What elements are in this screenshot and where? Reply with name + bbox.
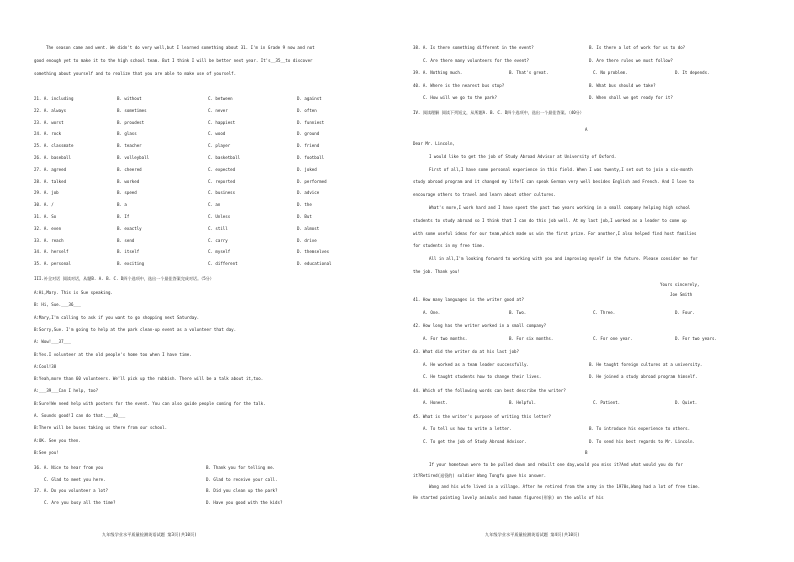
option-b: B. For six months. bbox=[509, 335, 554, 341]
choice-a: 25. A. classmate bbox=[34, 143, 74, 149]
choice-c: C. business bbox=[208, 190, 236, 196]
option-right: B. He taught foreign cultures at a university. bbox=[589, 361, 703, 367]
choice-c: C. never bbox=[208, 107, 228, 113]
choice-a: 26. A. baseball bbox=[34, 155, 71, 160]
choice-a: 34. A. herself bbox=[34, 249, 69, 255]
option-right: B. Thank you for telling me. bbox=[206, 465, 276, 470]
letter-line: All in all,I'm looking forward to working with you and improving myself in the future. Please consider me for bbox=[429, 256, 698, 262]
letter-line: First of all,I have some personal experience in this field. When I was twenty,I set out to join a six-month bbox=[429, 166, 693, 172]
option-c: C. Three. bbox=[593, 309, 616, 315]
passage-line: it?Retired(退役的) soldier Wang Tongfu gave his answer. bbox=[413, 473, 547, 478]
choice-c: C. different bbox=[208, 261, 238, 267]
choice-d: D. often bbox=[297, 107, 317, 113]
choice-b: B. proudest bbox=[117, 119, 145, 125]
option-b: B. Helpful. bbox=[509, 400, 537, 405]
choice-a: 33. A. reach bbox=[34, 237, 64, 243]
choice-c: C. basketball bbox=[208, 155, 241, 160]
dialog-line: B:Sorry,Sue. I'm going to help at the park clean-up event as a volunteer that day. bbox=[34, 326, 237, 332]
text-line: The season came and went. We didn't do very well,but I learned something about 31. I'm in Grade 9 now and not bbox=[46, 45, 315, 50]
choice-b: B. volleyball bbox=[117, 155, 150, 160]
option-left: A. To tell us how to write a letter. bbox=[423, 426, 512, 431]
question-stem: 41. How many languages is the writer good at? bbox=[413, 297, 524, 302]
passage-line: Wang and his wife lived in a village. After he retired from the army in the 1970s,Wang had a lot of free time. bbox=[429, 484, 701, 489]
passage-b-label: B bbox=[585, 450, 588, 455]
section-title: IV. 阅读理解 阅读下列短文，从所题A. B. C. D四个选项中，选出一个最佳答案。（40分） bbox=[413, 110, 584, 115]
option-left: C. To get the job of Study Abroad Advisor. bbox=[423, 438, 527, 444]
dialog-line: A:Mary,I'm calling to ask if you want to go shopping next Saturday. bbox=[34, 314, 200, 320]
choice-b: B. without bbox=[117, 96, 142, 101]
passage-a-label: A bbox=[585, 127, 588, 132]
letter-line: encourage others to travel and learn about other cultures. bbox=[413, 192, 556, 198]
option-left: C. Are there many volunteers for the event? bbox=[423, 57, 529, 63]
option-right: D. Glad to receive your call. bbox=[206, 476, 278, 482]
choice-b: B. exactly bbox=[117, 225, 142, 231]
option-b: B. That's great. bbox=[509, 70, 549, 75]
option-a: A. One. bbox=[423, 309, 441, 315]
dialog-line: B: Hi, Sue.___36___ bbox=[34, 302, 81, 308]
choice-c: C. happiest bbox=[208, 119, 236, 125]
page-footer: 九年级学业水平质量检测英语试题 第3页(共10页) bbox=[102, 532, 197, 537]
choice-b: B. teacher bbox=[117, 143, 142, 149]
choice-a: 30. A. / bbox=[34, 202, 54, 208]
choice-c: C. myself bbox=[208, 249, 231, 255]
text-line: something about yourself and to realize that you are able to make use of yourself. bbox=[34, 71, 237, 76]
dialog-line: A:Cool!38 bbox=[34, 363, 57, 369]
choice-d: D. themselves bbox=[297, 249, 330, 255]
choice-c: C. between bbox=[208, 96, 233, 101]
option-left: C. He taught students how to change their lives. bbox=[423, 374, 542, 379]
option-d: D. For two years. bbox=[675, 335, 717, 341]
letter-line: I would like to get the job of Study Abroad Advisor at University of Oxford. bbox=[429, 153, 617, 159]
letter-line: study abroad program and it changed my life!I can speak German very well besides English and French. And I love to bbox=[413, 179, 694, 185]
option-left: 36. A. Nice to hear from you bbox=[34, 465, 104, 470]
choice-b: B. cheered bbox=[117, 166, 142, 172]
option-right: B. To introduce his experience to others. bbox=[589, 426, 691, 431]
dialog-line: A:Hi,Mary. This is Sue speaking. bbox=[34, 290, 113, 295]
choice-b: B. worked bbox=[117, 178, 140, 184]
option-left: A. He worked as a team leader successfully. bbox=[423, 361, 529, 367]
option-left: C. Glad to meet you here. bbox=[44, 476, 106, 482]
choice-b: B. If bbox=[117, 214, 130, 219]
choice-d: D. performed bbox=[297, 178, 327, 184]
option-left: C. How will we go to the park? bbox=[423, 95, 497, 100]
choice-c: C. wood bbox=[208, 131, 226, 137]
question-stem: 44. Which of the following words can best describe the writer? bbox=[413, 387, 566, 393]
option-c: C. No problem. bbox=[593, 70, 628, 75]
dialog-line: B:See you! bbox=[34, 449, 59, 455]
option-d: D. Four. bbox=[675, 309, 695, 315]
option-right: B. Did you clean up the park? bbox=[206, 488, 278, 493]
choice-d: D. joked bbox=[297, 166, 317, 172]
dialog-line: B:There will be buses taking us there from our school. bbox=[34, 425, 168, 431]
choice-c: C. an bbox=[208, 202, 221, 208]
letter-signer: Joe Smith bbox=[670, 291, 693, 297]
option-left: C. Are you busy all the time? bbox=[44, 499, 116, 505]
choice-b: B. exciting bbox=[117, 261, 145, 267]
option-c: C. Patient. bbox=[593, 400, 621, 405]
choice-d: D. ground bbox=[297, 131, 320, 137]
choice-c: C. reported bbox=[208, 178, 236, 184]
choice-d: D. drive bbox=[297, 237, 317, 243]
option-right: B. Is there a lot of work for us to do? bbox=[589, 45, 686, 50]
option-right: B. What bus should we take? bbox=[589, 82, 656, 88]
dialog-line: B:Sure!We need help with posters for the event. You can also guide people coming for the talk. bbox=[34, 400, 266, 406]
option-left: 38. A. Is there something different in the event? bbox=[413, 45, 534, 50]
choice-b: B. a bbox=[117, 202, 127, 208]
choice-d: D. the bbox=[297, 202, 312, 208]
choice-b: B. itself bbox=[117, 249, 140, 255]
option-c: C. For one year. bbox=[593, 335, 633, 341]
dialog-line: A. Sounds good!I can do that.___40___ bbox=[34, 413, 126, 418]
question-stem: 42. How long has the writer worked in a small company? bbox=[413, 323, 547, 328]
dialog-line: B:Yes.I volunteer at the old people's home too when I have time. bbox=[34, 351, 192, 357]
question-stem: 45. What is the writer's purpose of writing this letter? bbox=[413, 413, 552, 419]
choice-d: D. almost bbox=[297, 225, 320, 231]
choice-c: C. still bbox=[208, 225, 228, 231]
option-right: D. Have you good with the kids? bbox=[206, 499, 283, 505]
letter-line: with some useful ideas for our team,which made us win the first prize. For another,I also helped find host families bbox=[413, 230, 697, 236]
choice-b: B. glass bbox=[117, 131, 137, 137]
choice-b: B. speed bbox=[117, 190, 137, 196]
choice-a: 28. A. talked bbox=[34, 178, 67, 184]
option-left: 37. A. Do you volunteer a lot? bbox=[34, 488, 108, 493]
option-right: D. When shall we get ready for it? bbox=[589, 95, 673, 100]
choice-a: 35. A. personal bbox=[34, 261, 71, 267]
letter-line: the job. Thank you! bbox=[413, 269, 460, 274]
choice-d: D. But bbox=[297, 214, 312, 219]
letter-line: students to study abroad so I think that I can do this job well. At my last job,I worked as a leader to come up bbox=[413, 217, 687, 223]
choice-d: D. friend bbox=[297, 143, 320, 149]
right-page bbox=[397, 0, 794, 562]
text-line: good enough yet to make it to the high school team. But I think I will be better next year. It's__35__to discover bbox=[34, 58, 313, 63]
option-a: A. For two months. bbox=[423, 335, 468, 341]
choice-a: 31. A. So bbox=[34, 214, 57, 219]
letter-line: What's more,I work hard and I have spent the past two years working in a small company helping high school bbox=[429, 205, 691, 210]
choice-c: C. carry bbox=[208, 237, 228, 243]
choice-a: 21. A. including bbox=[34, 96, 74, 101]
choice-b: B. sometimes bbox=[117, 107, 147, 113]
choice-d: D. advice bbox=[297, 190, 320, 196]
choice-a: 32. A. even bbox=[34, 225, 62, 231]
dialog-line: B:Yeah,more than 60 volunteers. We'll pick up the rubbish. There will be a talk about it,too. bbox=[34, 376, 264, 382]
page-footer: 九年级学业水平质量检测英语试题 第4页(共10页) bbox=[485, 532, 580, 537]
option-right: D. He joined a study abroad program himself. bbox=[589, 374, 698, 379]
option-d: D. It depends. bbox=[675, 70, 710, 75]
section-title: III.补全对话 阅读对话，从题B. A. B. C. D四个选项中，选出一个最佳答案完成对话。（5分） bbox=[34, 276, 214, 281]
passage-line: He started painting lovely animals and human figures(形象) on the walls of his bbox=[413, 495, 604, 500]
choice-a: 27. A. agreed bbox=[34, 166, 67, 172]
choice-c: C. player bbox=[208, 143, 231, 149]
choice-a: 22. A. always bbox=[34, 107, 67, 113]
choice-d: D. football bbox=[297, 155, 325, 160]
letter-line: for students in my free time. bbox=[413, 243, 485, 249]
choice-a: 29. A. job bbox=[34, 190, 59, 196]
option-left: 40. A. Where is the nearest bus stop? bbox=[413, 82, 505, 88]
option-right: D. To send his best regards to Mr. Lincoln. bbox=[589, 438, 695, 444]
choice-a: 24. A. rock bbox=[34, 131, 62, 137]
passage-line: If your hometown were to be pulled down and rebuilt one day,would you miss it?And what would you do for bbox=[429, 462, 683, 467]
choice-d: D. educational bbox=[297, 261, 332, 267]
choice-b: B. send bbox=[117, 237, 135, 243]
choice-d: D. against bbox=[297, 96, 322, 101]
choice-d: D. funniest bbox=[297, 119, 325, 125]
option-a: 39. A. Nothing much. bbox=[413, 70, 463, 75]
letter-signoff: Yours sincerely, bbox=[660, 281, 700, 287]
dialog-line: A: Wow!___37___ bbox=[34, 339, 71, 345]
option-b: B. Two. bbox=[509, 309, 527, 315]
choice-c: C. expected bbox=[208, 166, 236, 172]
letter-line: Dear Mr. Lincoln, bbox=[413, 141, 455, 146]
choice-c: C. Unless bbox=[208, 214, 231, 219]
choice-a: 23. A. worst bbox=[34, 119, 64, 125]
option-d: D. Quiet. bbox=[675, 400, 698, 405]
dialog-line: A:OK. See you then. bbox=[34, 437, 81, 443]
question-stem: 43. What did the writer do at his last job? bbox=[413, 349, 519, 354]
option-right: D. Are there rules we must follow? bbox=[589, 57, 673, 63]
dialog-line: A:___39___Can I help, too? bbox=[34, 388, 99, 394]
option-a: A. Honest. bbox=[423, 400, 448, 405]
